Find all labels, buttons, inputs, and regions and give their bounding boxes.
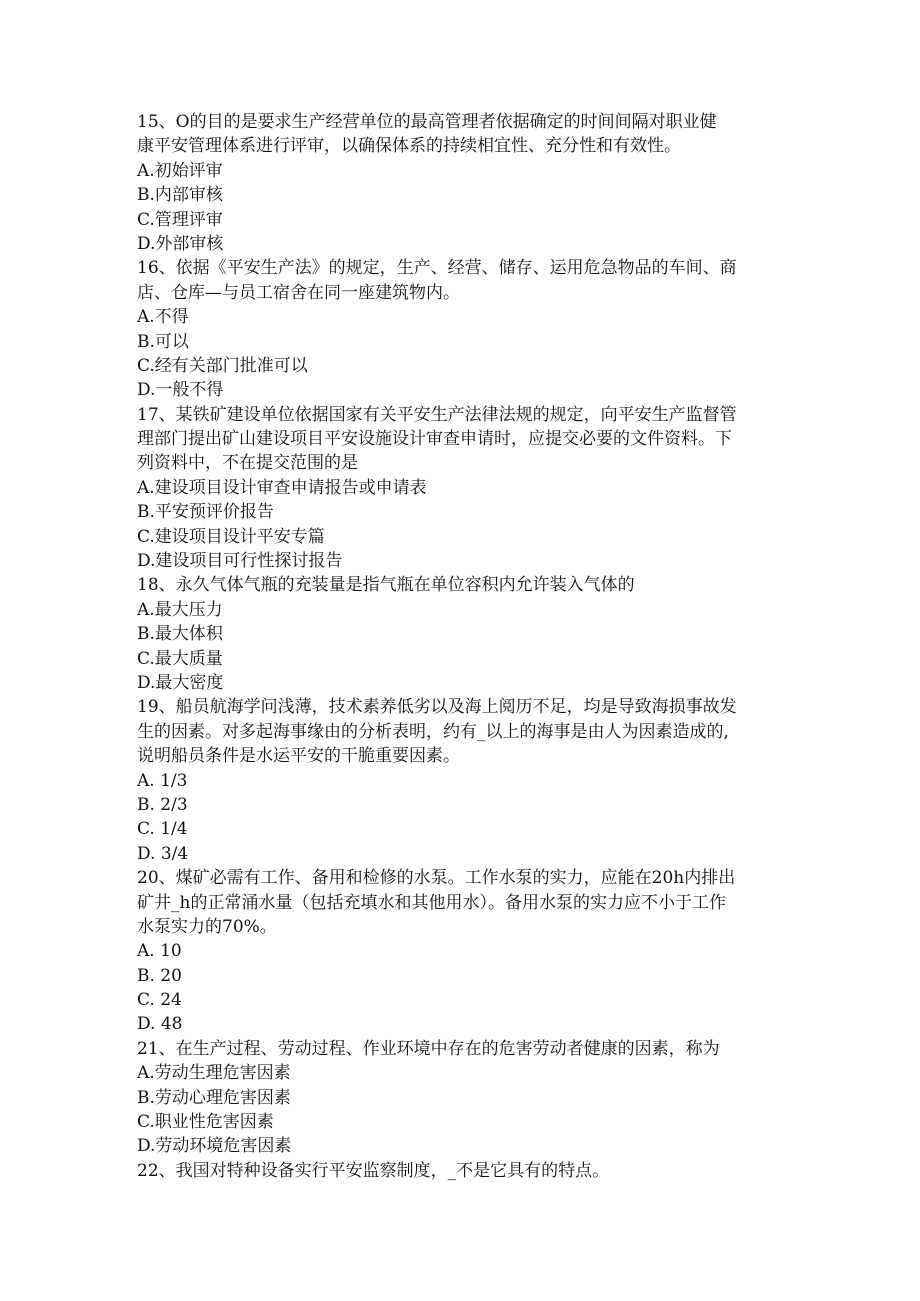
answer-option: A. 10 xyxy=(137,941,182,962)
answer-option: C. 24 xyxy=(137,990,182,1011)
question-text-line: 说明船员条件是水运平安的干脆重要因素。 xyxy=(137,746,460,767)
answer-option: A.最大压力 xyxy=(137,599,223,620)
question-text-line: 19、船员航海学问浅薄，技术素养低劣以及海上阅历不足，均是导致海损事故发 xyxy=(137,697,737,718)
answer-option: B. 20 xyxy=(137,965,182,986)
answer-option: C.职业性危害因素 xyxy=(137,1112,274,1133)
question-text-line: 18、永久气体气瓶的充装量是指气瓶在单位容积内允许装入气体的 xyxy=(137,575,635,596)
answer-option: A.建设项目设计审查申请报告或申请表 xyxy=(137,477,427,498)
question-text-line: 17、某铁矿建设单位依据国家有关平安生产法律法规的规定，向平安生产监督管 xyxy=(137,404,737,425)
question-text-line: 店、仓库—与员工宿舍在同一座建筑物内。 xyxy=(137,282,460,303)
question-block xyxy=(137,110,797,256)
answer-option: B. 2/3 xyxy=(137,794,188,815)
question-block xyxy=(137,403,797,574)
answer-option: A. 1/3 xyxy=(137,770,188,791)
question-text-line: 20、煤矿必需有工作、备用和检修的水泵。工作水泵的实力，应能在20h内排出 xyxy=(137,868,736,889)
question-block xyxy=(137,1159,797,1183)
question-text-line: 水泵实力的70%。 xyxy=(137,916,277,937)
question-text-line: 22、我国对特种设备实行平安监察制度，_不是它具有的特点。 xyxy=(137,1160,610,1181)
answer-option: B.劳动心理危害因素 xyxy=(137,1087,291,1108)
answer-option: A.初始评审 xyxy=(137,160,223,181)
question-block xyxy=(137,573,797,695)
answer-option: D.劳动环境危害因素 xyxy=(137,1136,292,1157)
answer-option: D. 48 xyxy=(137,1014,183,1035)
document-page xyxy=(137,110,797,1183)
answer-option: A.不得 xyxy=(137,307,189,328)
question-block xyxy=(137,256,797,402)
answer-option: D.一般不得 xyxy=(137,380,224,401)
answer-option: B.平安预评价报告 xyxy=(137,502,274,523)
answer-option: B.可以 xyxy=(137,331,189,352)
answer-option: C.最大质量 xyxy=(137,648,223,669)
answer-option: C.建设项目设计平安专篇 xyxy=(137,526,325,547)
question-text-line: 16、依据《平安生产法》的规定，生产、经营、储存、运用危急物品的车间、商 xyxy=(137,258,737,279)
question-block xyxy=(137,695,797,866)
answer-option: C.管理评审 xyxy=(137,209,223,230)
question-text-line: 15、O的目的是要求生产经营单位的最高管理者依据确定的时间间隔对职业健 xyxy=(137,112,717,132)
answer-option: A.劳动生理危害因素 xyxy=(137,1063,291,1084)
answer-option: B.内部审核 xyxy=(137,185,223,206)
question-text-line: 21、在生产过程、劳动过程、作业环境中存在的危害劳动者健康的因素，称为 xyxy=(137,1038,720,1059)
question-text-line: 康平安管理体系进行评审，以确保体系的持续相宜性、充分性和有效性。 xyxy=(137,136,681,157)
answer-option: B.最大体积 xyxy=(137,624,223,645)
answer-option: D.建设项目可行性探讨报告 xyxy=(137,551,343,572)
answer-option: C.经有关部门批准可以 xyxy=(137,355,308,376)
question-text-line: 矿井_h的正常涌水量（包括充填水和其他用水）。备用水泵的实力应不小于工作 xyxy=(137,892,726,913)
question-text-line: 列资料中，不在提交范围的是 xyxy=(137,453,358,474)
question-text-line: 理部门提出矿山建设项目平安设施设计审查申请时，应提交必要的文件资料。下 xyxy=(137,429,732,450)
question-block xyxy=(137,1037,797,1159)
question-block xyxy=(137,866,797,1037)
answer-option: D.最大密度 xyxy=(137,672,224,693)
answer-option: C. 1/4 xyxy=(137,819,188,840)
answer-option: D. 3/4 xyxy=(137,843,189,864)
question-text-line: 生的因素。对多起海事缘由的分析表明，约有_以上的海事是由人为因素造成的, xyxy=(137,721,729,742)
answer-option: D.外部审核 xyxy=(137,233,224,254)
